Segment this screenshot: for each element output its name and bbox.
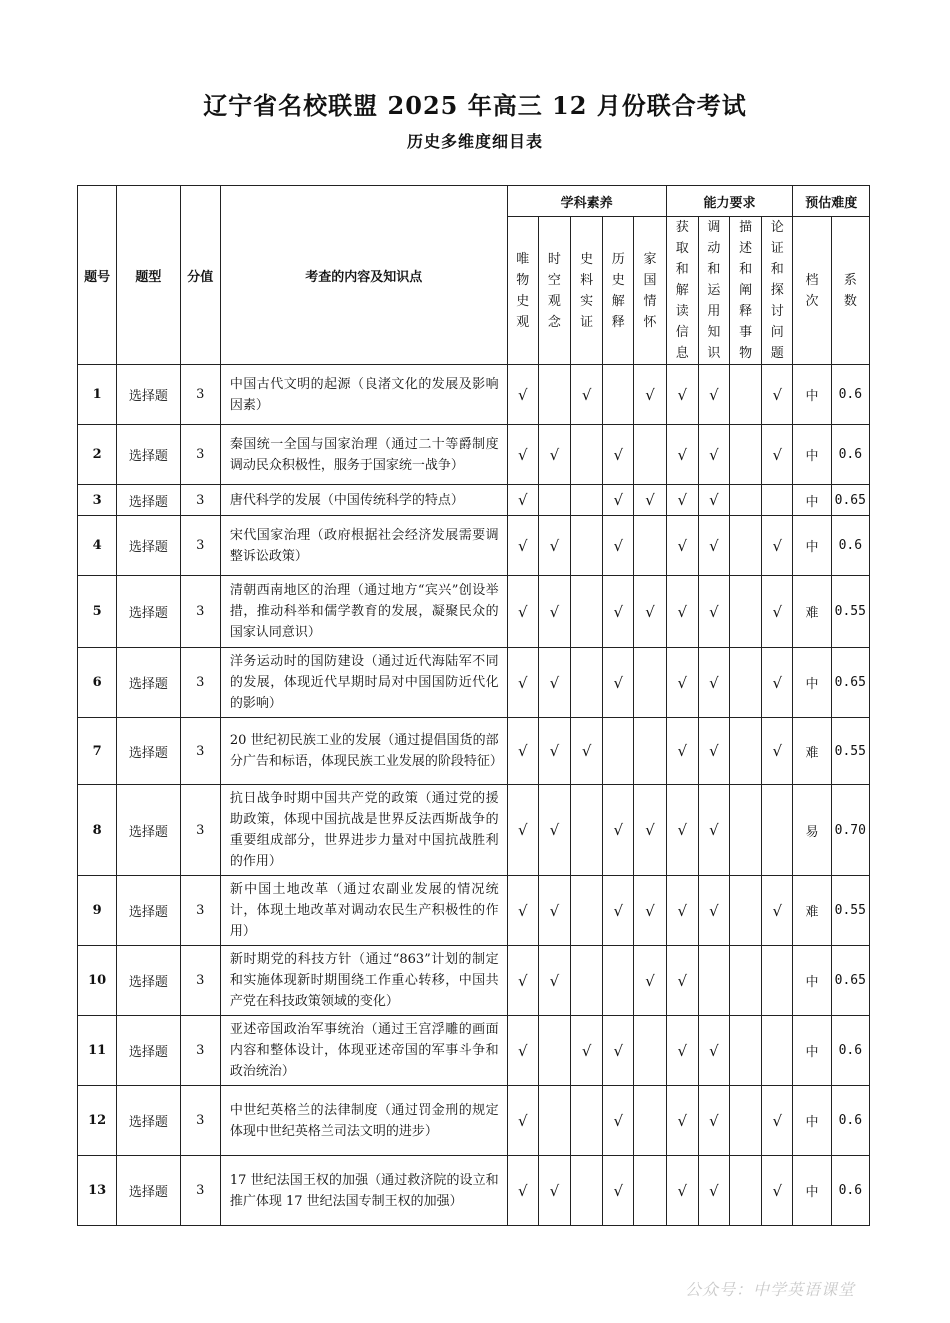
table-row <box>78 365 870 425</box>
row-score: 3 <box>180 648 220 718</box>
literacy-check-2: √ <box>571 1016 603 1086</box>
ability-check-1: √ <box>698 365 729 425</box>
ability-check-1: √ <box>698 516 729 576</box>
ability-check-3 <box>762 485 793 516</box>
row-score: 3 <box>180 1156 220 1226</box>
row-difficulty-level: 易 <box>793 785 831 876</box>
header-literacy-1: 时 空 观 念 <box>538 217 570 365</box>
table-row <box>78 1016 870 1086</box>
literacy-check-0: √ <box>507 946 538 1016</box>
literacy-check-4 <box>634 1156 666 1226</box>
ability-check-0: √ <box>666 1086 698 1156</box>
ability-check-0: √ <box>666 485 698 516</box>
row-difficulty-level: 中 <box>793 485 831 516</box>
literacy-check-3: √ <box>603 876 634 946</box>
row-difficulty-level: 中 <box>793 648 831 718</box>
literacy-check-0: √ <box>507 718 538 785</box>
row-number: 4 <box>78 516 117 576</box>
header-score: 分值 <box>180 186 220 365</box>
header-ability-1: 调 动 和 运 用 知 识 <box>698 217 729 365</box>
header-difficulty-group: 预估难度 <box>793 186 870 217</box>
row-type: 选择题 <box>117 425 180 485</box>
literacy-check-0: √ <box>507 576 538 648</box>
ability-check-1: √ <box>698 1156 729 1226</box>
row-score: 3 <box>180 1086 220 1156</box>
literacy-check-2 <box>571 516 603 576</box>
row-difficulty-coef: 0.65 <box>831 648 869 718</box>
ability-check-3: √ <box>762 425 793 485</box>
row-number: 11 <box>78 1016 117 1086</box>
row-difficulty-coef: 0.55 <box>831 876 869 946</box>
table-row <box>78 785 870 876</box>
row-difficulty-level: 中 <box>793 1156 831 1226</box>
ability-check-1: √ <box>698 648 729 718</box>
ability-check-2 <box>730 946 762 1016</box>
literacy-check-2 <box>571 485 603 516</box>
literacy-check-3: √ <box>603 1156 634 1226</box>
literacy-check-3: √ <box>603 648 634 718</box>
table-row <box>78 516 870 576</box>
literacy-check-2: √ <box>571 365 603 425</box>
literacy-check-3: √ <box>603 576 634 648</box>
row-type: 选择题 <box>117 365 180 425</box>
row-type: 选择题 <box>117 718 180 785</box>
literacy-check-1: √ <box>538 576 570 648</box>
literacy-check-3: √ <box>603 516 634 576</box>
literacy-check-0: √ <box>507 876 538 946</box>
literacy-check-1: √ <box>538 1156 570 1226</box>
ability-check-3: √ <box>762 718 793 785</box>
literacy-check-1: √ <box>538 876 570 946</box>
row-type: 选择题 <box>117 1156 180 1226</box>
row-score: 3 <box>180 785 220 876</box>
header-content: 考查的内容及知识点 <box>220 186 507 365</box>
literacy-check-2 <box>571 1086 603 1156</box>
row-difficulty-coef: 0.6 <box>831 516 869 576</box>
table-row <box>78 576 870 648</box>
row-difficulty-coef: 0.6 <box>831 365 869 425</box>
ability-check-1: √ <box>698 485 729 516</box>
header-ability-3: 论 证 和 探 讨 问 题 <box>762 217 793 365</box>
literacy-check-3 <box>603 718 634 785</box>
literacy-check-0: √ <box>507 425 538 485</box>
row-number: 2 <box>78 425 117 485</box>
literacy-check-0: √ <box>507 785 538 876</box>
literacy-check-2: √ <box>571 718 603 785</box>
literacy-check-1: √ <box>538 425 570 485</box>
header-literacy-0: 唯 物 史 观 <box>507 217 538 365</box>
table-row <box>78 425 870 485</box>
row-number: 13 <box>78 1156 117 1226</box>
row-type: 选择题 <box>117 946 180 1016</box>
ability-check-1: √ <box>698 1016 729 1086</box>
literacy-check-3: √ <box>603 425 634 485</box>
row-score: 3 <box>180 946 220 1016</box>
literacy-check-4 <box>634 425 666 485</box>
row-content: 中国古代文明的起源（良渚文化的发展及影响因素） <box>220 365 507 425</box>
ability-check-3: √ <box>762 876 793 946</box>
literacy-check-4: √ <box>634 365 666 425</box>
row-number: 3 <box>78 485 117 516</box>
row-type: 选择题 <box>117 485 180 516</box>
document-title: 辽宁省名校联盟 2025 年高三 12 月份联合考试 <box>203 91 747 120</box>
literacy-check-1 <box>538 365 570 425</box>
literacy-check-3: √ <box>603 485 634 516</box>
header-number: 题号 <box>78 186 117 365</box>
literacy-check-3: √ <box>603 785 634 876</box>
ability-check-0: √ <box>666 876 698 946</box>
ability-check-3 <box>762 785 793 876</box>
watermark: 公众号：中学英语课堂 <box>685 1280 856 1299</box>
row-content: 清朝西南地区的治理（通过地方“宾兴”创设举措，推动科举和儒学教育的发展，凝聚民众的国家认同意识） <box>220 576 507 648</box>
literacy-check-0: √ <box>507 485 538 516</box>
row-score: 3 <box>180 425 220 485</box>
row-score: 3 <box>180 365 220 425</box>
ability-check-3: √ <box>762 516 793 576</box>
row-content: 抗日战争时期中国共产党的政策（通过党的援助政策，体现中国抗战是世界反法西斯战争的重要组成部分，世界进步力量对中国抗战胜利的作用） <box>220 785 507 876</box>
literacy-check-0: √ <box>507 648 538 718</box>
row-content: 20 世纪初民族工业的发展（通过提倡国货的部分广告和标语，体现民族工业发展的阶段特征） <box>220 718 507 785</box>
row-difficulty-coef: 0.6 <box>831 1156 869 1226</box>
literacy-check-1 <box>538 1016 570 1086</box>
row-content: 洋务运动时的国防建设（通过近代海陆军不同的发展，体现近代早期时局对中国国防近代化的影响） <box>220 648 507 718</box>
literacy-check-2 <box>571 876 603 946</box>
row-number: 10 <box>78 946 117 1016</box>
row-content: 新中国土地改革（通过农副业发展的情况统计，体现土地改革对调动农民生产积极性的作用） <box>220 876 507 946</box>
ability-check-0: √ <box>666 516 698 576</box>
literacy-check-4 <box>634 718 666 785</box>
row-number: 12 <box>78 1086 117 1156</box>
literacy-check-0: √ <box>507 1086 538 1156</box>
ability-check-0: √ <box>666 1016 698 1086</box>
row-content: 新时期党的科技方针（通过“863”计划的制定和实施体现新时期围绕工作重心转移，中国共产党在科技政策领域的变化） <box>220 946 507 1016</box>
ability-check-1: √ <box>698 718 729 785</box>
header-ability-2: 描 述 和 阐 释 事 物 <box>730 217 762 365</box>
row-score: 3 <box>180 576 220 648</box>
row-difficulty-level: 中 <box>793 516 831 576</box>
literacy-check-1 <box>538 1086 570 1156</box>
literacy-check-2 <box>571 1156 603 1226</box>
table-row <box>78 485 870 516</box>
literacy-check-3 <box>603 946 634 1016</box>
row-score: 3 <box>180 876 220 946</box>
ability-check-0: √ <box>666 718 698 785</box>
header-literacy-3: 历 史 解 释 <box>603 217 634 365</box>
row-score: 3 <box>180 1016 220 1086</box>
ability-check-3 <box>762 1016 793 1086</box>
row-type: 选择题 <box>117 1016 180 1086</box>
ability-check-3: √ <box>762 648 793 718</box>
row-number: 8 <box>78 785 117 876</box>
header-ability-group: 能力要求 <box>666 186 793 217</box>
row-content: 中世纪英格兰的法律制度（通过罚金刑的规定体现中世纪英格兰司法文明的进步） <box>220 1086 507 1156</box>
row-content: 唐代科学的发展（中国传统科学的特点） <box>220 485 507 516</box>
row-number: 7 <box>78 718 117 785</box>
ability-check-1 <box>698 946 729 1016</box>
ability-check-1: √ <box>698 1086 729 1156</box>
literacy-check-4 <box>634 516 666 576</box>
ability-check-2 <box>730 1016 762 1086</box>
row-type: 选择题 <box>117 1086 180 1156</box>
ability-check-1: √ <box>698 876 729 946</box>
ability-check-3: √ <box>762 1086 793 1156</box>
literacy-check-1 <box>538 485 570 516</box>
row-number: 6 <box>78 648 117 718</box>
row-content: 17 世纪法国王权的加强（通过救济院的设立和推广体现 17 世纪法国专制王权的加强） <box>220 1156 507 1226</box>
ability-check-2 <box>730 876 762 946</box>
literacy-check-1: √ <box>538 648 570 718</box>
row-difficulty-level: 中 <box>793 946 831 1016</box>
row-score: 3 <box>180 718 220 785</box>
ability-check-0: √ <box>666 785 698 876</box>
literacy-check-2 <box>571 946 603 1016</box>
ability-check-0: √ <box>666 1156 698 1226</box>
literacy-check-2 <box>571 648 603 718</box>
ability-check-1: √ <box>698 576 729 648</box>
row-content: 宋代国家治理（政府根据社会经济发展需要调整诉讼政策） <box>220 516 507 576</box>
ability-check-2 <box>730 1086 762 1156</box>
literacy-check-4 <box>634 1016 666 1086</box>
header-difficulty-1: 系 数 <box>831 217 869 365</box>
ability-check-2 <box>730 718 762 785</box>
literacy-check-3 <box>603 365 634 425</box>
header-literacy-4: 家 国 情 怀 <box>634 217 666 365</box>
literacy-check-0: √ <box>507 516 538 576</box>
row-content: 亚述帝国政治军事统治（通过王宫浮雕的画面内容和整体设计，体现亚述帝国的军事斗争和政治统治） <box>220 1016 507 1086</box>
header-difficulty-0: 档 次 <box>793 217 831 365</box>
literacy-check-2 <box>571 425 603 485</box>
row-difficulty-level: 中 <box>793 365 831 425</box>
row-difficulty-level: 中 <box>793 425 831 485</box>
row-difficulty-coef: 0.6 <box>831 1086 869 1156</box>
literacy-check-4 <box>634 1086 666 1156</box>
row-type: 选择题 <box>117 576 180 648</box>
ability-check-2 <box>730 576 762 648</box>
literacy-check-1: √ <box>538 516 570 576</box>
ability-check-0: √ <box>666 946 698 1016</box>
ability-check-2 <box>730 516 762 576</box>
row-difficulty-level: 难 <box>793 576 831 648</box>
literacy-check-1: √ <box>538 946 570 1016</box>
row-number: 9 <box>78 876 117 946</box>
spec-table <box>77 185 870 1226</box>
row-difficulty-level: 难 <box>793 718 831 785</box>
header-literacy-group: 学科素养 <box>507 186 666 217</box>
table-row <box>78 876 870 946</box>
row-difficulty-coef: 0.55 <box>831 576 869 648</box>
literacy-check-4 <box>634 648 666 718</box>
table-row <box>78 718 870 785</box>
row-type: 选择题 <box>117 516 180 576</box>
table-row <box>78 946 870 1016</box>
ability-check-3: √ <box>762 576 793 648</box>
literacy-check-4: √ <box>634 785 666 876</box>
header-literacy-2: 史 料 实 证 <box>571 217 603 365</box>
row-type: 选择题 <box>117 876 180 946</box>
ability-check-3 <box>762 946 793 1016</box>
literacy-check-1: √ <box>538 718 570 785</box>
ability-check-0: √ <box>666 365 698 425</box>
ability-check-3: √ <box>762 1156 793 1226</box>
row-difficulty-level: 中 <box>793 1016 831 1086</box>
row-type: 选择题 <box>117 648 180 718</box>
ability-check-2 <box>730 425 762 485</box>
row-difficulty-coef: 0.65 <box>831 485 869 516</box>
row-number: 1 <box>78 365 117 425</box>
literacy-check-1: √ <box>538 785 570 876</box>
row-number: 5 <box>78 576 117 648</box>
ability-check-1: √ <box>698 425 729 485</box>
literacy-check-0: √ <box>507 1156 538 1226</box>
row-difficulty-coef: 0.70 <box>831 785 869 876</box>
literacy-check-2 <box>571 785 603 876</box>
literacy-check-0: √ <box>507 1016 538 1086</box>
literacy-check-0: √ <box>507 365 538 425</box>
literacy-check-3: √ <box>603 1086 634 1156</box>
literacy-check-2 <box>571 576 603 648</box>
row-difficulty-level: 中 <box>793 1086 831 1156</box>
row-difficulty-coef: 0.55 <box>831 718 869 785</box>
ability-check-0: √ <box>666 425 698 485</box>
header-ability-0: 获 取 和 解 读 信 息 <box>666 217 698 365</box>
row-difficulty-level: 难 <box>793 876 831 946</box>
ability-check-0: √ <box>666 648 698 718</box>
table-row <box>78 1086 870 1156</box>
literacy-check-4: √ <box>634 946 666 1016</box>
header-type: 题型 <box>117 186 180 365</box>
row-score: 3 <box>180 485 220 516</box>
literacy-check-3: √ <box>603 1016 634 1086</box>
row-score: 3 <box>180 516 220 576</box>
table-row <box>78 1156 870 1226</box>
literacy-check-4: √ <box>634 576 666 648</box>
ability-check-2 <box>730 365 762 425</box>
ability-check-2 <box>730 648 762 718</box>
ability-check-2 <box>730 785 762 876</box>
ability-check-2 <box>730 1156 762 1226</box>
row-difficulty-coef: 0.65 <box>831 946 869 1016</box>
table-row <box>78 648 870 718</box>
ability-check-3: √ <box>762 365 793 425</box>
document-subtitle: 历史多维度细目表 <box>406 132 543 151</box>
row-type: 选择题 <box>117 785 180 876</box>
ability-check-0: √ <box>666 576 698 648</box>
ability-check-2 <box>730 485 762 516</box>
row-difficulty-coef: 0.6 <box>831 1016 869 1086</box>
literacy-check-4: √ <box>634 876 666 946</box>
literacy-check-4: √ <box>634 485 666 516</box>
row-difficulty-coef: 0.6 <box>831 425 869 485</box>
row-content: 秦国统一全国与国家治理（通过二十等爵制度调动民众积极性，服务于国家统一战争） <box>220 425 507 485</box>
ability-check-1: √ <box>698 785 729 876</box>
